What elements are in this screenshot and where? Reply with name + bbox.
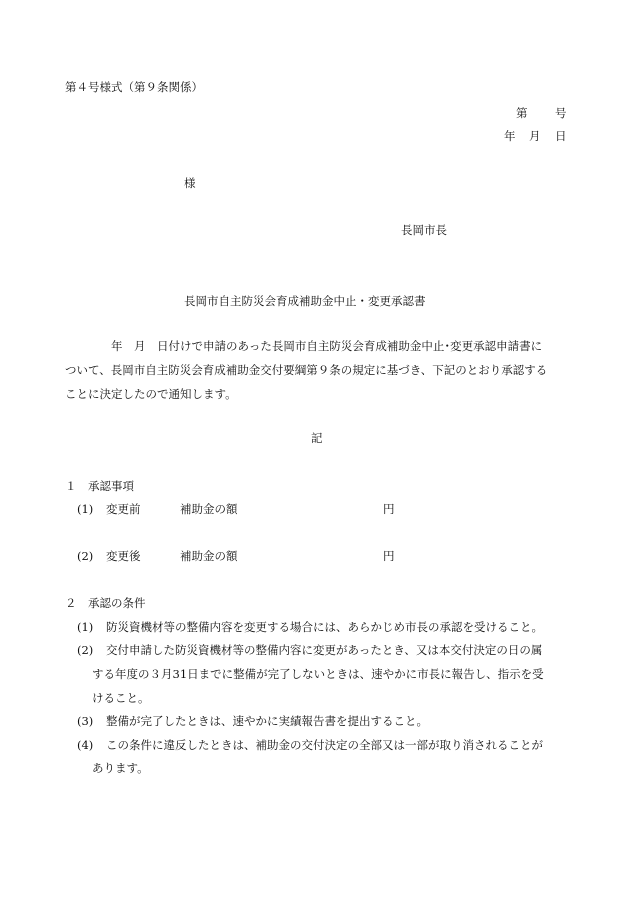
condition1-num: (1): [77, 620, 94, 634]
item2-unit: 円: [383, 549, 395, 563]
ki-heading: 記: [311, 431, 323, 445]
body-line-3: ことに決定したので通知します。: [65, 387, 237, 401]
doc-number-go: 号: [555, 106, 567, 120]
date-year: 年: [504, 129, 516, 143]
item1-num: (1): [77, 502, 94, 516]
item1-unit: 円: [383, 502, 395, 516]
item2-label: 変更後: [106, 549, 141, 563]
body-line-1-text: 年 月 日付けで申請のあった長岡市自主防災会育成補助金中止･変更承認申請書に: [111, 339, 543, 353]
condition4-line2: あります。: [92, 761, 149, 775]
condition1-line1: 防災資機材等の整備内容を変更する場合には、あらかじめ市長の承認を受けること。: [106, 620, 543, 634]
addressee-suffix: 様: [184, 176, 196, 190]
condition2-line2: する年度の３月31日までに整備が完了しないときは、速やかに市長に報告し、指示を受: [92, 667, 544, 681]
body-paragraph: [65, 334, 577, 406]
item2-field: 補助金の額: [180, 549, 238, 563]
body-line-1: [65, 334, 577, 358]
condition2-line3: けること。: [92, 691, 150, 705]
document-title: 長岡市自主防災会育成補助金中止・変更承認書: [184, 294, 426, 308]
date-month: 月: [529, 129, 541, 143]
issuer-name: 長岡市長: [401, 223, 447, 237]
condition2-line1: 交付申請した防災資機材等の整備内容に変更があったとき、又は本交付決定の日の属: [106, 643, 543, 657]
item1-field: 補助金の額: [180, 502, 238, 516]
doc-number-dai: 第: [516, 106, 528, 120]
section1-heading: １ 承認事項: [65, 479, 134, 493]
form-label: 第４号様式（第９条関係）: [65, 80, 203, 94]
item2-num: (2): [77, 549, 94, 563]
condition3-line1: 整備が完了したときは、速やかに実績報告書を提出すること。: [106, 714, 428, 728]
condition4-line1: この条件に違反したときは、補助金の交付決定の全部又は一部が取り消されることが: [106, 738, 543, 752]
body-line-2: ついて、長岡市自主防災会育成補助金交付要綱第９条の規定に基づき、下記のとおり承認する: [65, 363, 548, 377]
section2-heading: ２ 承認の条件: [65, 596, 146, 610]
date-day: 日: [555, 129, 567, 143]
condition3-num: (3): [77, 714, 94, 728]
condition4-num: (4): [77, 738, 94, 752]
condition2-num: (2): [77, 643, 94, 657]
item1-label: 変更前: [106, 502, 141, 516]
